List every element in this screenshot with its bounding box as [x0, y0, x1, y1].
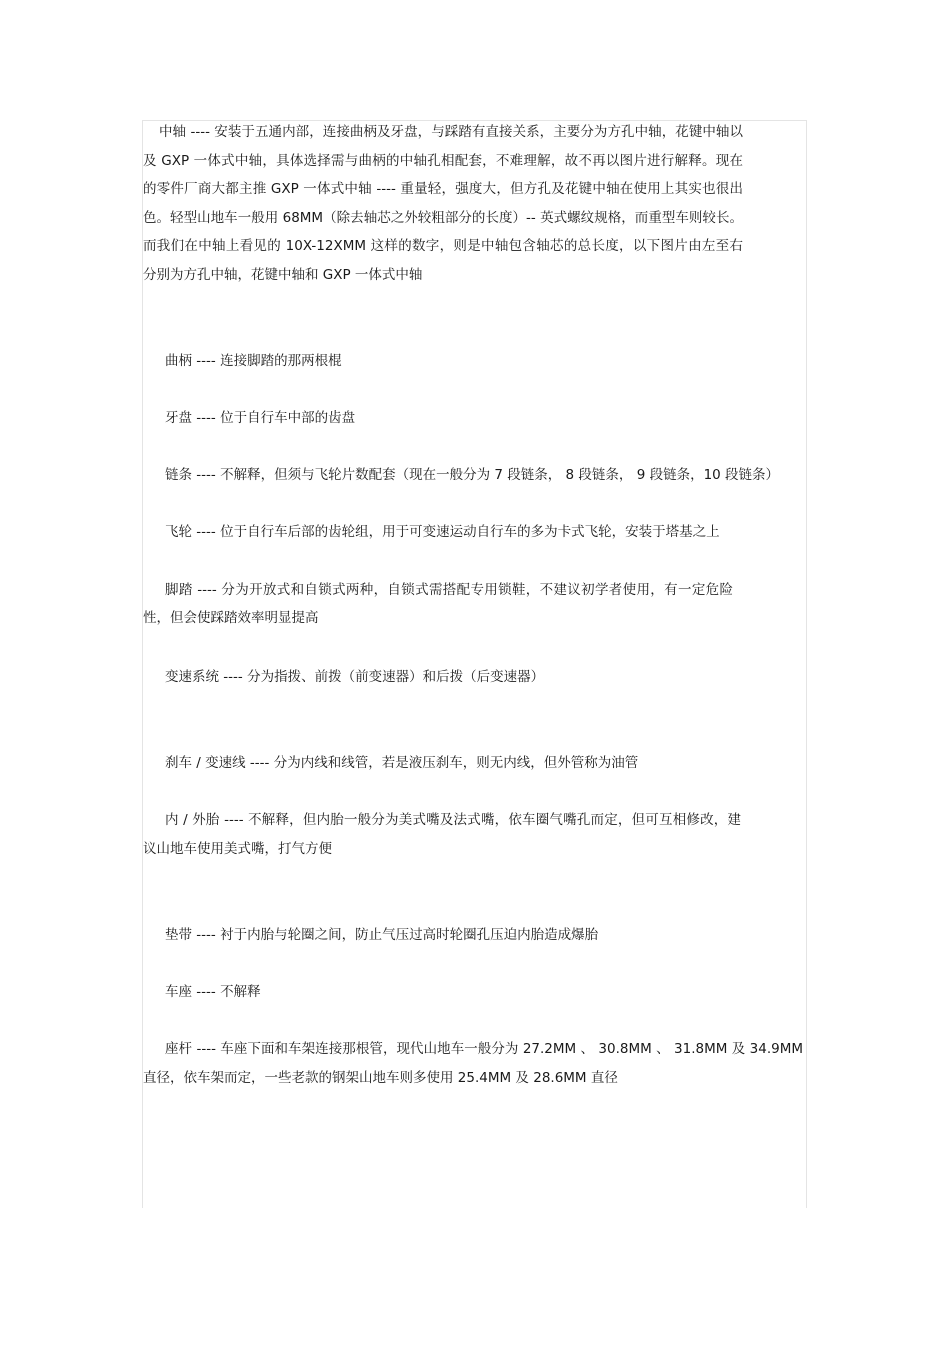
paragraph-rim-tape: 垫带 ---- 衬于内胎与轮圈之间，防止气压过高时轮圈孔压迫内胎造成爆胎 — [165, 926, 599, 943]
paragraph-shifting-system: 变速系统 ---- 分为指拨、前拨（前变速器）和后拨（后变速器） — [165, 669, 545, 686]
paragraph-crank: 曲柄 ---- 连接脚踏的那两根棍 — [165, 352, 342, 369]
paragraph-chain: 链条 ---- 不解释，但须与飞轮片数配套（现在一般分为 7 段链条， 8 段链条， 9 段链条，10 段链条） — [165, 467, 780, 484]
spacer — [143, 863, 803, 920]
paragraph-chainring: 牙盘 ---- 位于自行车中部的齿盘 — [165, 409, 356, 426]
spacer — [143, 633, 803, 664]
spacer — [143, 547, 803, 576]
spacer — [143, 490, 803, 519]
spacer — [143, 290, 803, 347]
paragraph-cables: 刹车 / 变速线 ---- 分为内线和线管，若是液压刹车，则无内线，但外管称为油管 — [165, 754, 639, 771]
paragraph-seatpost: 座杆 ---- 车座下面和车架连接那根管，现代山地车一般分为 27.2MM 、 30.8MM 、 31.8MM 及 34.9MM 直径，依车架而定，一些老款的钢架山地车则多使用 25.4MM 及 28.6MM 直径 — [143, 1040, 808, 1086]
paragraph-tires: 内 / 外胎 ---- 不解释，但内胎一般分为美式嘴及法式嘴，依车圈气嘴孔而定，但可互相修改，建议山地车使用美式嘴，打气方便 — [143, 812, 741, 857]
paragraph-pedal: 脚踏 ---- 分为开放式和自锁式两种，自锁式需搭配专用锁鞋，不建议初学者使用，有一定危险性，但会使踩踏效率明显提高 — [143, 581, 733, 627]
spacer — [143, 778, 803, 807]
spacer — [143, 692, 803, 749]
paragraph-saddle: 车座 ---- 不解释 — [165, 983, 261, 1000]
spacer — [143, 375, 803, 404]
spacer — [143, 433, 803, 462]
spacer — [143, 949, 803, 978]
paragraph-bottom-bracket: 中轴 ---- 安装于五通内部，连接曲柄及牙盘，与踩踏有直接关系，主要分为方孔中轴，花键中轴以及 GXP 一体式中轴，具体选择需与曲柄的中轴孔相配套，不难理解，故不再以图片进行解释。现在的零件厂商大都主推 GXP 一体式中轴 ---- 重量轻，强度大，但方孔及花键中轴在使用上其实也很出色。轻型山地车一般用 68MM（除去轴芯之外较粗部分的长度）-- 英式螺纹规格，而重型车则较长。而我们在中轴上看见的 10X-12XMM 这样的数字，则是中轴包含轴芯的总长度，以下图片由左至右分别为方孔中轴，花键中轴和 GXP 一体式中轴 — [143, 124, 743, 283]
document-body — [143, 118, 808, 1092]
spacer — [143, 1006, 803, 1035]
paragraph-freewheel: 飞轮 ---- 位于自行车后部的齿轮组，用于可变速运动自行车的多为卡式飞轮，安装于塔基之上 — [165, 524, 720, 541]
